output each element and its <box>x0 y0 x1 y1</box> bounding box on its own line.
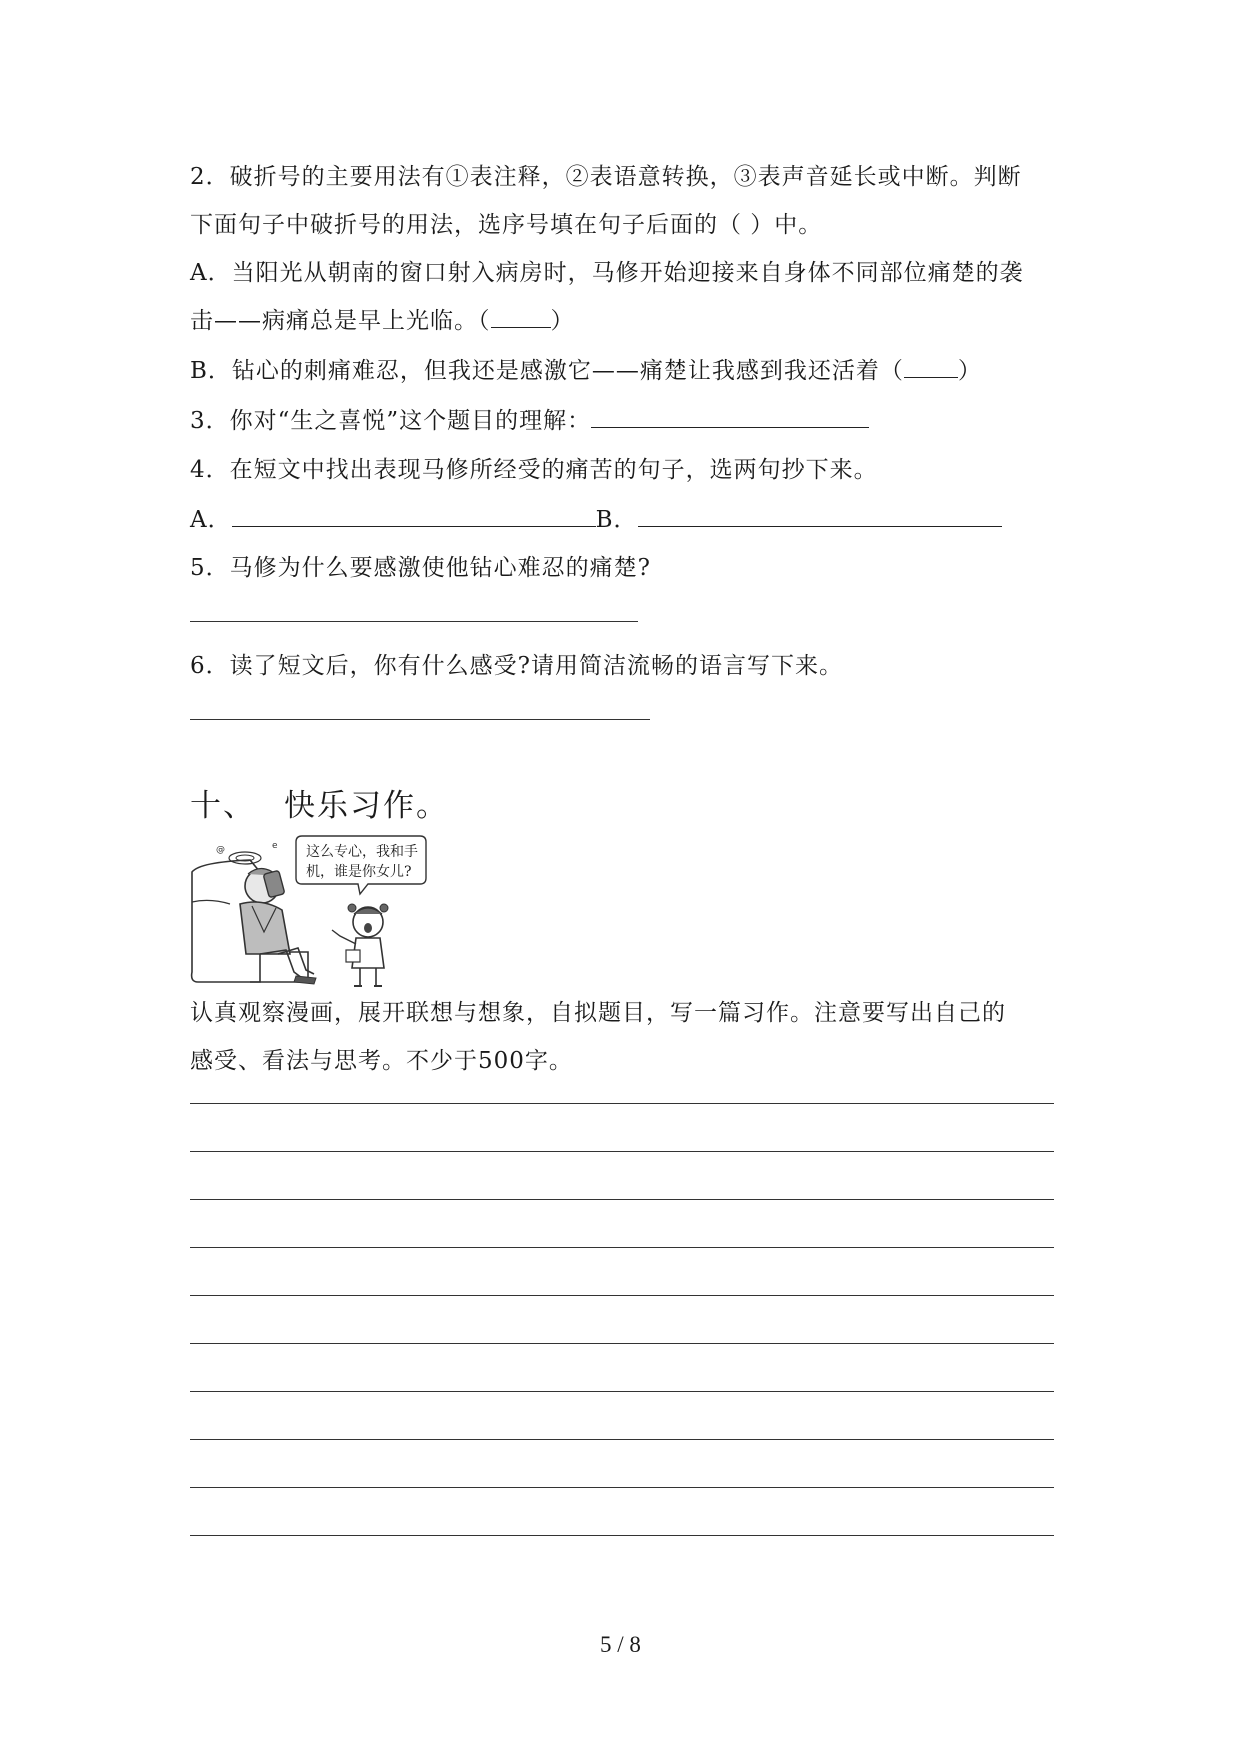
cartoon-bubble-line1: 这么专心，我和手 <box>306 844 418 860</box>
writing-line[interactable] <box>190 1199 1054 1200</box>
section-10-number: 十、 <box>190 788 256 824</box>
page-number: 5 / 8 <box>600 1632 641 1657</box>
cartoon-illustration <box>190 832 430 994</box>
q2-option-a-text: 击——病痛总是早上光临。（ <box>190 308 491 334</box>
q2-line1: 2．破折号的主要用法有①表注释，②表语意转换，③表声音延长或中断。判断 <box>190 164 1022 190</box>
svg-text:e: e <box>272 841 278 851</box>
writing-line[interactable] <box>190 1535 1054 1536</box>
q6-text: 6．读了短文后，你有什么感受?请用简洁流畅的语言写下来。 <box>190 653 843 679</box>
q4-b-label: B． <box>595 507 638 533</box>
q2-option-a-line1: A．当阳光从朝南的窗口射入病房时，马修开始迎接来自身体不同部位痛楚的袭 <box>190 260 1024 286</box>
section-10-heading <box>190 786 449 826</box>
q2-option-b-answer-blank[interactable] <box>904 375 958 378</box>
writing-line[interactable] <box>190 1247 1054 1248</box>
q5-text: 5．马修为什么要感激使他钻心难忍的痛楚? <box>190 555 651 581</box>
section-10-title: 快乐习作。 <box>284 788 449 824</box>
q2-option-b-close: ） <box>957 358 982 384</box>
svg-text:@: @ <box>216 845 225 855</box>
q4-b-answer-blank[interactable] <box>638 524 1002 527</box>
q3-line <box>190 406 869 436</box>
q3-text: 3．你对“生之喜悦”这个题目的理解： <box>190 408 592 434</box>
q4-text: 4．在短文中找出表现马修所经受的痛苦的句子，选两句抄下来。 <box>190 457 878 483</box>
q5-answer-line[interactable] <box>190 621 638 622</box>
writing-instruction-line1: 认真观察漫画，展开联想与想象，自拟题目，写一篇习作。注意要写出自己的 <box>190 1000 1006 1026</box>
q2-option-b-text: B．钻心的刺痛难忍，但我还是感激它——痛楚让我感到我还活着（ <box>190 358 904 384</box>
writing-instruction-line2: 感受、看法与思考。不少于500字。 <box>190 1048 573 1074</box>
writing-line[interactable] <box>190 1343 1054 1344</box>
writing-line[interactable] <box>190 1103 1054 1104</box>
writing-line[interactable] <box>190 1391 1054 1392</box>
q4-a-label: A． <box>190 507 232 533</box>
writing-line[interactable] <box>190 1487 1054 1488</box>
q2-line2: 下面句子中破折号的用法，选序号填在句子后面的（ ）中。 <box>190 212 823 238</box>
q2-option-a-line2 <box>190 306 575 336</box>
q2-option-a-close: ） <box>550 308 575 334</box>
q4-a-answer-blank[interactable] <box>232 524 596 527</box>
q2-option-b <box>190 356 982 386</box>
writing-line[interactable] <box>190 1151 1054 1152</box>
q6-answer-line[interactable] <box>190 719 650 720</box>
writing-line[interactable] <box>190 1439 1054 1440</box>
q3-answer-blank[interactable] <box>591 425 869 428</box>
q2-option-a-answer-blank[interactable] <box>491 325 551 328</box>
q4-answers <box>190 505 1002 535</box>
cartoon-bubble-line2: 机，谁是你女儿? <box>306 864 412 880</box>
writing-line[interactable] <box>190 1295 1054 1296</box>
